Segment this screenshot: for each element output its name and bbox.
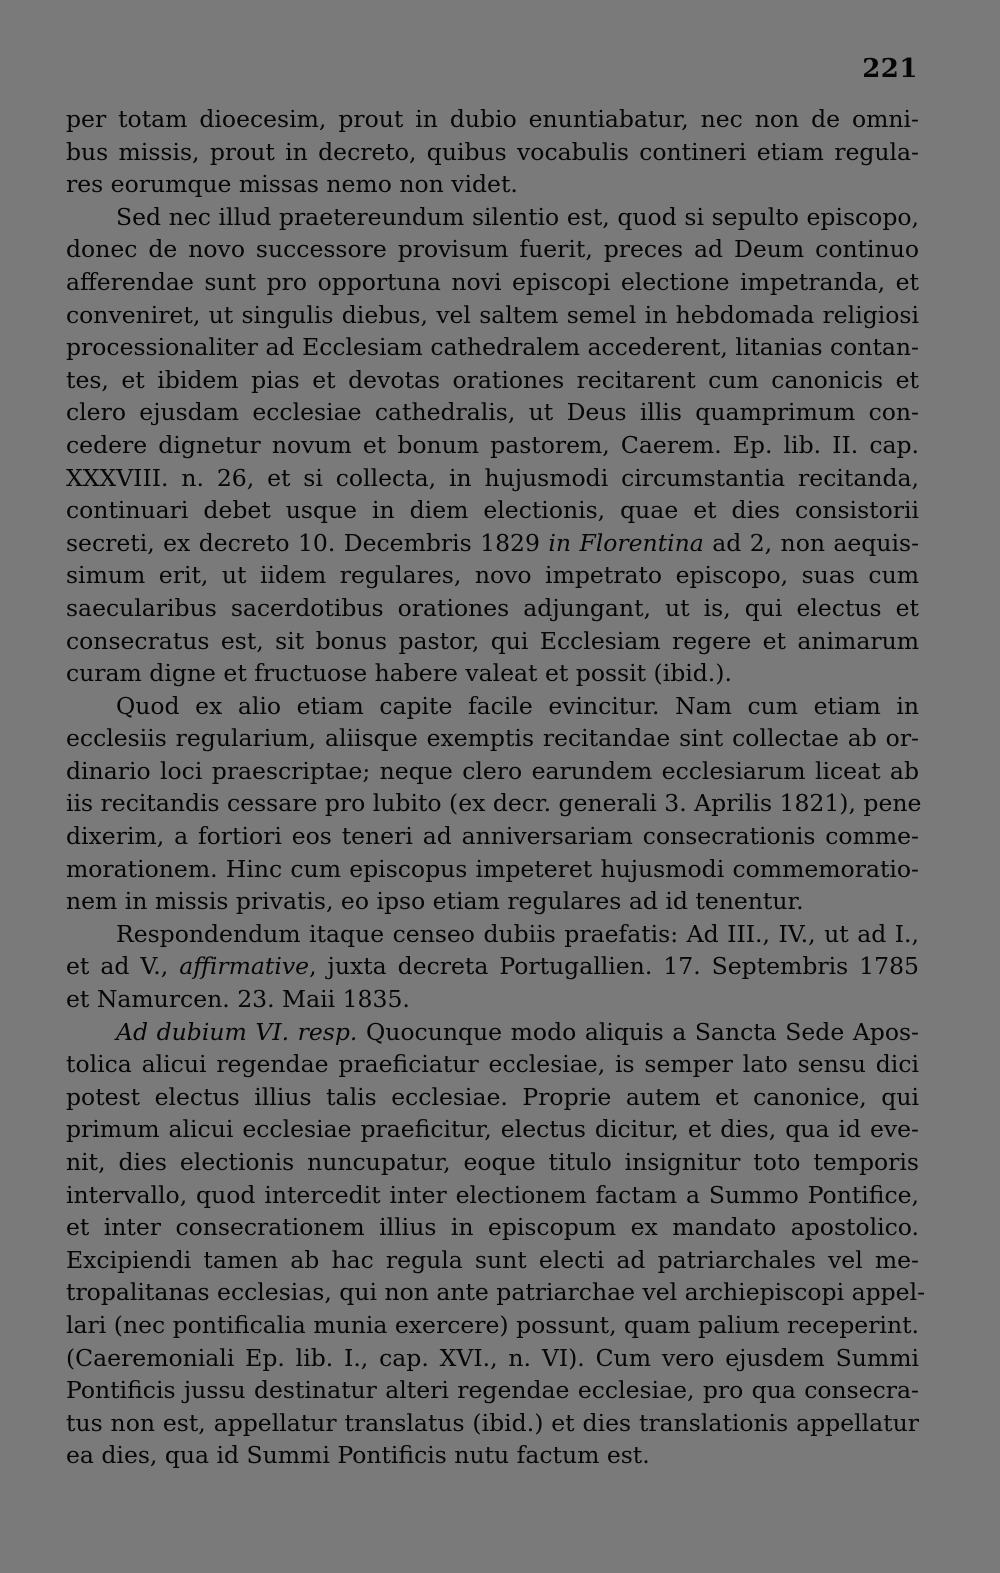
text-line: iis recitandis cessare pro lubito (ex decr. generali 3. Aprilis 1821), pene <box>66 789 922 818</box>
text-line: ecclesiis regularium, aliisque exemptis recitandae sint collectae ab or- <box>66 724 919 753</box>
text-line: tus non est, appellatur translatus (ibid.) et dies translationis appellatur <box>66 1408 919 1437</box>
text-line: consecratus est, sit bonus pastor, qui Ecclesiam regere et animarum <box>66 626 919 655</box>
text-line: primum alicui ecclesiae praeficitur, electus dicitur, et dies, qua id eve- <box>66 1115 919 1144</box>
text-line: bus missis, prout in decreto, quibus vocabulis contineri etiam regula- <box>66 137 919 166</box>
text-line: continuari debet usque in diem electionis, quae et dies consistorii <box>66 496 919 525</box>
text-line: tes, et ibidem pias et devotas orationes recitarent cum canonicis et <box>66 365 919 394</box>
text-line: (Caeremoniali Ep. lib. I., cap. XVI., n. VI). Cum vero ejusdem Summi <box>66 1343 919 1372</box>
text-line: ea dies, qua id Summi Pontificis nutu factum est. <box>66 1441 650 1470</box>
text-line <box>66 950 919 983</box>
text-line: conveniret, ut singulis diebus, vel saltem semel in hebdomada religiosi <box>66 300 919 329</box>
text-line: saecularibus sacerdotibus orationes adjungant, ut is, qui electus et <box>66 593 919 622</box>
text-line <box>66 1016 919 1049</box>
text-line: nem in missis privatis, eo ipso etiam regulares ad id tenentur. <box>66 887 804 916</box>
italic-text: in Florentina <box>548 528 704 557</box>
text-line <box>66 527 919 560</box>
body-text <box>66 103 926 1472</box>
text-line: dinario loci praescriptae; neque clero earundem ecclesiarum liceat ab <box>66 756 919 785</box>
text-line: tropalitanas ecclesias, qui non ante patriarchae vel archiepiscopi appel- <box>66 1278 926 1307</box>
text-segment: secreti, ex decreto 10. Decembris 1829 <box>66 528 549 557</box>
text-line: Excipiendi tamen ab hac regula sunt electi ad patriarchales vel me- <box>66 1245 919 1274</box>
text-line: et inter consecrationem illius in episcopum ex mandato apostolico. <box>66 1213 919 1242</box>
text-line: clero ejusdam ecclesiae cathedralis, ut Deus illis quamprimum con- <box>66 398 919 427</box>
page-number: 221 <box>862 54 918 84</box>
text-line: potest electus illius talis ecclesiae. Proprie autem et canonice, qui <box>66 1082 919 1111</box>
text-line: tolica alicui regendae praeficiatur ecclesiae, is semper lato sensu dici <box>66 1050 919 1079</box>
text-line: cedere dignetur novum et bonum pastorem, Caerem. Ep. lib. II. cap. <box>66 430 919 459</box>
text-segment: Quocunque modo aliquis a Sancta Sede Apos- <box>357 1017 919 1046</box>
text-line: Sed nec illud praetereundum silentio est, quod si sepulto episcopo, <box>116 202 919 231</box>
text-line: nit, dies electionis nuncupatur, eoque titulo insignitur toto temporis <box>66 1148 919 1176</box>
text-line: res eorumque missas nemo non videt. <box>66 170 518 199</box>
text-line: processionaliter ad Ecclesiam cathedralem accederent, litanias contan- <box>66 333 919 362</box>
text-line: per totam dioecesim, prout in dubio enuntiabatur, nec non de omni- <box>66 105 919 133</box>
text-line: et Namurcen. 23. Maii 1835. <box>66 985 410 1014</box>
text-line: Quod ex alio etiam capite facile evincitur. Nam cum etiam in <box>116 691 919 720</box>
text-line: Pontificis jussu destinatur alteri regendae ecclesiae, pro qua consecra- <box>66 1376 919 1405</box>
text-line: morationem. Hinc cum episcopus impeteret hujusmodi commemoratio- <box>66 854 919 883</box>
text-segment: , juxta decreta Portugallien. 17. Septembris 1785 <box>309 952 919 981</box>
text-line: XXXVIII. n. 26, et si collecta, in hujusmodi circumstantia recitanda, <box>66 463 919 492</box>
text-line: simum erit, ut iidem regulares, novo impetrato episcopo, suas cum <box>66 561 919 590</box>
text-segment: ad 2, non aequis- <box>703 528 920 557</box>
italic-text: Ad dubium VI. resp. <box>116 1017 358 1046</box>
text-line: intervallo, quod intercedit inter electionem factam a Summo Pontifice, <box>66 1180 919 1209</box>
italic-text: affirmative <box>179 952 310 981</box>
text-line: dixerim, a fortiori eos teneri ad anniversariam consecrationis comme- <box>66 822 919 851</box>
text-line: donec de novo successore provisum fuerit, preces ad Deum continuo <box>66 235 919 264</box>
text-line: lari (nec pontificalia munia exercere) possunt, quam palium receperint. <box>66 1310 919 1339</box>
text-line: curam digne et fructuose habere valeat et possit (ibid.). <box>66 659 732 688</box>
text-line: afferendae sunt pro opportuna novi episcopi electione impetranda, et <box>66 267 919 296</box>
text-segment: et ad V., <box>66 952 180 981</box>
text-line: Respondendum itaque censeo dubiis praefatis: Ad III., IV., ut ad I., <box>116 919 919 948</box>
